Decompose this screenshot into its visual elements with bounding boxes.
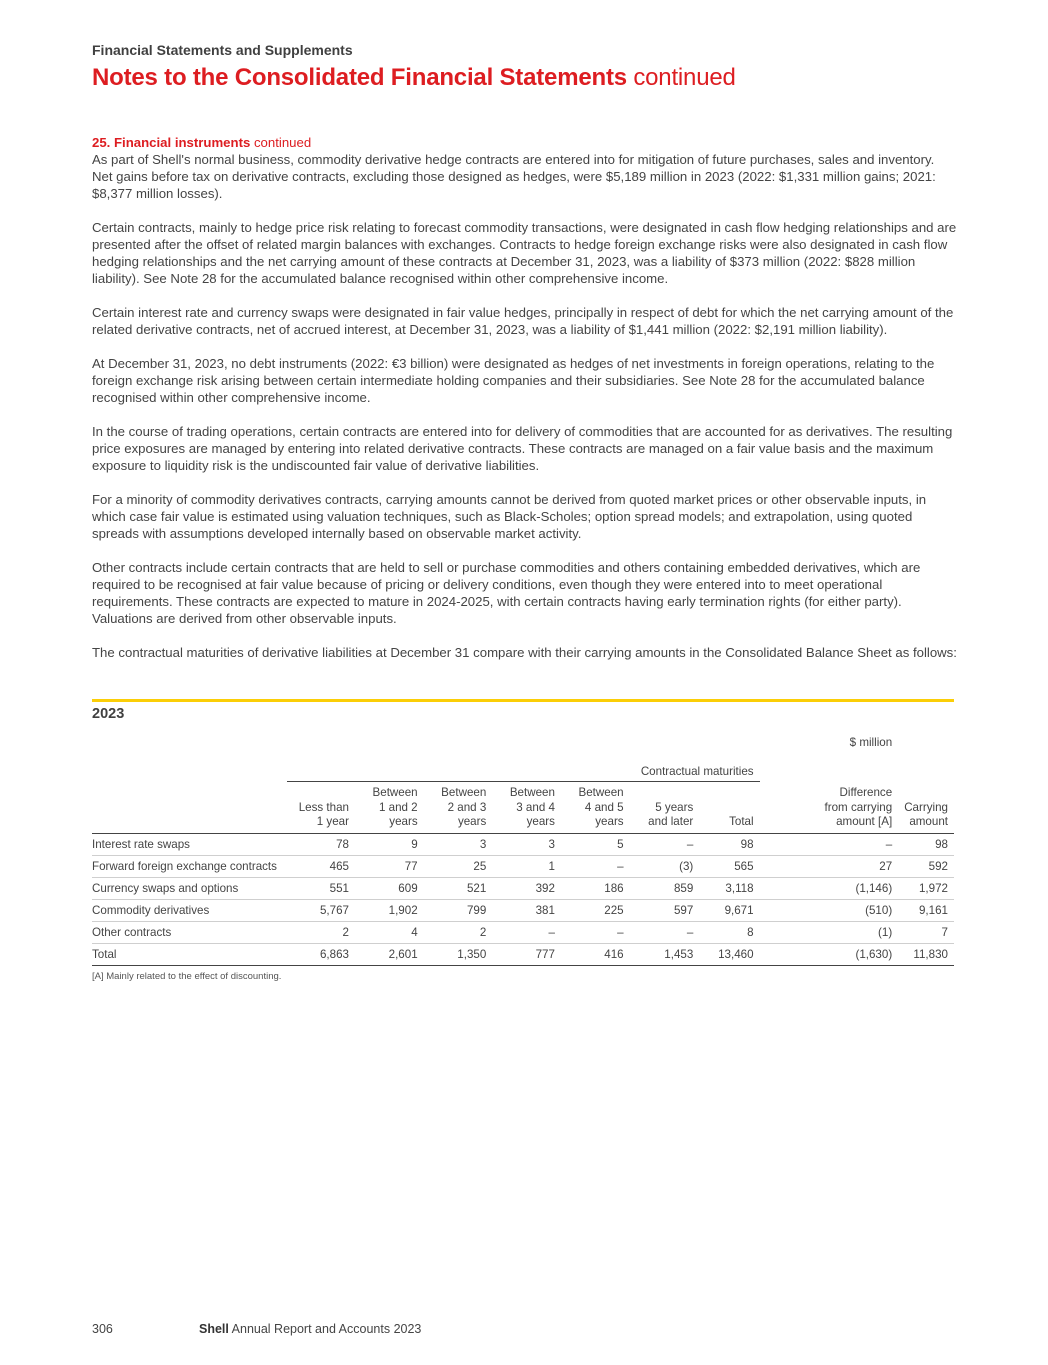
table-cell: 392 <box>492 877 561 899</box>
table-cell: 9 <box>355 833 424 855</box>
column-header: Carrying amount <box>898 782 954 834</box>
table-row <box>92 899 954 921</box>
table-cell: 465 <box>287 855 355 877</box>
table-cell: 9,161 <box>898 899 954 921</box>
table-cell: 5,767 <box>287 899 355 921</box>
note-body <box>92 134 958 678</box>
table-year-heading: 2023 <box>92 706 125 722</box>
table-cell: 551 <box>287 877 355 899</box>
table-row <box>92 877 954 899</box>
table-cell: 1,453 <box>630 943 700 965</box>
table-cell: 565 <box>699 855 759 877</box>
table-cell: 186 <box>561 877 630 899</box>
page-title <box>92 64 736 92</box>
table-cell: 1,350 <box>424 943 493 965</box>
table-cell: 2 <box>424 921 493 943</box>
table-cell: 2,601 <box>355 943 424 965</box>
column-header: Between 4 and 5 years <box>561 782 630 834</box>
row-label: Commodity derivatives <box>92 899 287 921</box>
section-divider <box>92 699 954 702</box>
section-label: Financial Statements and Supplements <box>92 42 353 58</box>
table-cell: 98 <box>699 833 759 855</box>
column-header: Less than 1 year <box>287 782 355 834</box>
table-cell: 25 <box>424 855 493 877</box>
table-cell: – <box>630 833 700 855</box>
table-cell: – <box>760 833 899 855</box>
paragraph: Other contracts include certain contracts that are held to sell or purchase commodities and others containing embedded derivatives, which are required to be recognised at fair value because of pricing or delivery conditions, even though they were entered into to meet operational requirements. These contracts are expected to mature in 2024-2025, with certain contracts having early termination rights (for either party). Valuations are derived from other observable inputs. <box>92 560 921 626</box>
table-row <box>92 833 954 855</box>
table-cell: 3,118 <box>699 877 759 899</box>
table-cell: 1 <box>492 855 561 877</box>
column-header: 5 years and later <box>630 782 700 834</box>
row-label: Forward foreign exchange contracts <box>92 855 287 877</box>
table-cell: 13,460 <box>699 943 759 965</box>
table-cell: 7 <box>898 921 954 943</box>
page-title-main: Notes to the Consolidated Financial Statements <box>92 64 627 91</box>
paragraph: At December 31, 2023, no debt instruments (2022: €3 billion) were designated as hedges of net investments in foreign operations, relating to the foreign exchange risk arising between certain intermediate holding companies and their subsidiaries. See Note 28 for the accumulated balance recognised within other comprehensive income. <box>92 356 935 405</box>
unit-label: $ million <box>849 736 893 749</box>
column-header: Total <box>699 782 759 834</box>
table-cell: 777 <box>492 943 561 965</box>
footnote: [A] Mainly related to the effect of discounting. <box>92 971 282 982</box>
paragraph: Certain interest rate and currency swaps were designated in fair value hedges, principally in respect of debt for which the net carrying amount of the related derivative contracts, net of accrued interest, at December 31, 2023, was a liability of $1,441 million (2022: $2,191 million liability). <box>92 305 954 337</box>
row-label: Interest rate swaps <box>92 833 287 855</box>
column-header: Between 3 and 4 years <box>492 782 561 834</box>
table-cell: 799 <box>424 899 493 921</box>
brand-name: Shell <box>199 1322 229 1336</box>
table-cell: 521 <box>424 877 493 899</box>
table-cell: 859 <box>630 877 700 899</box>
table-cell: 98 <box>898 833 954 855</box>
table-cell: 77 <box>355 855 424 877</box>
table-cell: (510) <box>760 899 899 921</box>
page-number: 306 <box>92 1322 113 1336</box>
paragraph: Certain contracts, mainly to hedge price risk relating to forecast commodity transactions, were designated in cash flow hedging relationships and are presented after the offset of related margin balances with exchanges. Contracts to hedge foreign exchange risks were also designated in cash flow hedging relationships and the net carrying amount of these contracts at December 31, 2023, was a liability of $373 million (2022: $828 million liability). See Note 28 for the accumulated balance recognised within other comprehensive income. <box>92 220 957 286</box>
page-footer <box>92 1322 421 1336</box>
table-cell: 2 <box>287 921 355 943</box>
table-cell: 592 <box>898 855 954 877</box>
table-row <box>92 921 954 943</box>
column-header: Between 1 and 2 years <box>355 782 424 834</box>
table-cell: 416 <box>561 943 630 965</box>
table-cell: – <box>630 921 700 943</box>
maturities-table <box>92 736 954 966</box>
paragraph: For a minority of commodity derivatives contracts, carrying amounts cannot be derived from quoted market prices or other observable inputs, in which case fair value is estimated using valuation techniques, such as Black-Scholes; option spread models; and extrapolation, using quoted spreads with assumptions developed internally based on observable market activity. <box>92 492 927 541</box>
column-header-row <box>92 782 954 834</box>
table-cell: 609 <box>355 877 424 899</box>
table-cell: 597 <box>630 899 700 921</box>
note-heading-title: 25. Financial instruments <box>92 135 251 150</box>
table-cell: – <box>561 855 630 877</box>
table-row <box>92 855 954 877</box>
total-row <box>92 943 954 965</box>
table-cell: 5 <box>561 833 630 855</box>
table-cell: 11,830 <box>898 943 954 965</box>
table-cell: (1,146) <box>760 877 899 899</box>
table-body <box>92 833 954 965</box>
table-cell: (1) <box>760 921 899 943</box>
table-cell: 4 <box>355 921 424 943</box>
table-cell: (3) <box>630 855 700 877</box>
note-heading <box>92 134 958 151</box>
paragraph: The contractual maturities of derivative liabilities at December 31 compare with their carrying amounts in the Consolidated Balance Sheet as follows: <box>92 645 957 660</box>
table-cell: (1,630) <box>760 943 899 965</box>
publication-title: Annual Report and Accounts 2023 <box>228 1322 422 1336</box>
paragraph: As part of Shell's normal business, commodity derivative hedge contracts are entered into for mitigation of future purchases, sales and inventory. Net gains before tax on derivative contracts, excluding those designed as hedges, were $5,189 million in 2023 (2022: $1,331 million gains; 2021: $8,377 million losses). <box>92 152 936 201</box>
row-label: Currency swaps and options <box>92 877 287 899</box>
table-cell: 1,972 <box>898 877 954 899</box>
table-cell: 381 <box>492 899 561 921</box>
group-label: Contractual maturities <box>287 756 760 782</box>
table-cell: 3 <box>424 833 493 855</box>
table-cell: 8 <box>699 921 759 943</box>
note-heading-suffix: continued <box>250 135 312 150</box>
table-cell: 9,671 <box>699 899 759 921</box>
table-cell: 78 <box>287 833 355 855</box>
table-cell: 3 <box>492 833 561 855</box>
row-label: Total <box>92 943 287 965</box>
table-cell: – <box>492 921 561 943</box>
page-title-suffix: continued <box>626 64 736 91</box>
row-label: Other contracts <box>92 921 287 943</box>
paragraph: In the course of trading operations, certain contracts are entered into for delivery of commodities that are accounted for as derivatives. The resulting price exposures are managed by entering into related derivative contracts. These contracts are managed on a fair value basis and the maximum exposure to liquidity risk is the undiscounted fair value of derivative liabilities. <box>92 424 953 473</box>
table-cell: 27 <box>760 855 899 877</box>
column-header: Difference from carrying amount [A] <box>760 782 899 834</box>
table-cell: 1,902 <box>355 899 424 921</box>
column-header: Between 2 and 3 years <box>424 782 493 834</box>
table-cell: 225 <box>561 899 630 921</box>
table-cell: 6,863 <box>287 943 355 965</box>
table-cell: – <box>561 921 630 943</box>
